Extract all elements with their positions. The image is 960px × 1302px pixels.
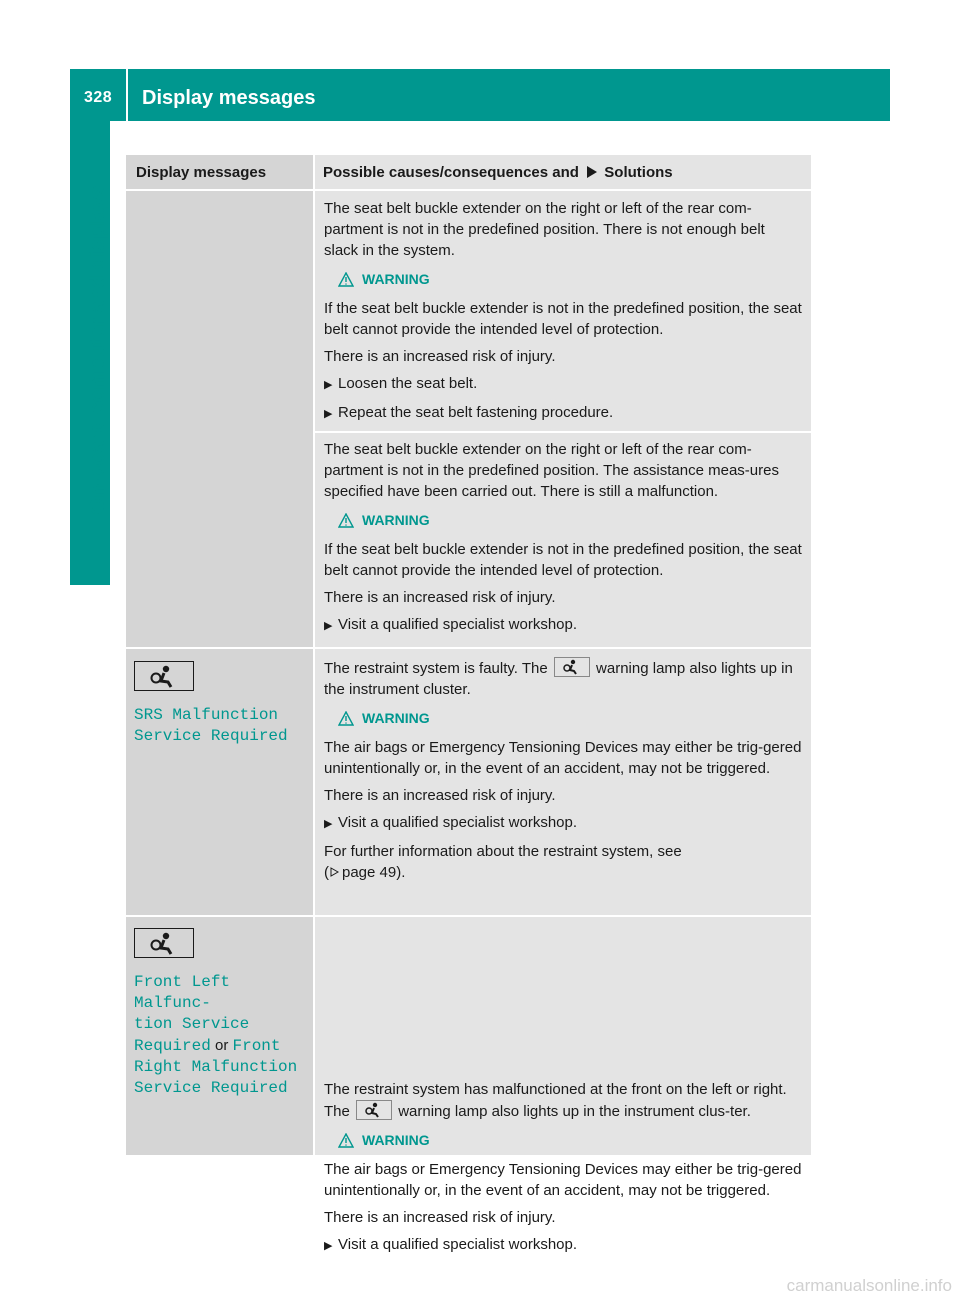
row2-text2: There is an increased risk of injury. bbox=[324, 589, 556, 606]
or-separator: or bbox=[214, 1037, 229, 1054]
header-separator bbox=[126, 189, 811, 191]
front-left-required: Required bbox=[134, 1037, 211, 1055]
step-arrow-icon: ▶ bbox=[324, 620, 333, 632]
step-arrow-icon: ▶ bbox=[324, 818, 333, 830]
row4-step1-text: Visit a qualified specialist workshop. bbox=[338, 1236, 578, 1253]
warning-triangle-icon bbox=[338, 513, 354, 528]
row3-warning-label: WARNING bbox=[362, 710, 430, 726]
row3-step1 bbox=[324, 812, 803, 835]
warning-triangle-icon bbox=[338, 272, 354, 287]
page-header bbox=[70, 69, 890, 121]
header-title: Display messages bbox=[142, 87, 316, 109]
row4-message bbox=[126, 918, 313, 1099]
row2-warning-label: WARNING bbox=[362, 512, 430, 528]
row4-text1: The air bags or Emergency Tensioning Devices may either be trig-gered unintentionally or, in the event of an accident, may not be triggered. bbox=[324, 1161, 802, 1199]
row4-warning bbox=[338, 1130, 803, 1151]
row1-step2 bbox=[324, 402, 803, 425]
airbag-warning-lamp-icon bbox=[134, 928, 194, 958]
step-arrow-icon: ▶ bbox=[324, 1240, 333, 1252]
row3-intro bbox=[324, 657, 803, 700]
row3-warning bbox=[338, 708, 803, 729]
row3-text2: There is an increased risk of injury. bbox=[324, 787, 556, 804]
row2-content bbox=[315, 439, 811, 643]
row4-intro bbox=[324, 1079, 803, 1122]
row4-text2: There is an increased risk of injury. bbox=[324, 1209, 556, 1226]
row-separator bbox=[126, 647, 811, 649]
front-right-line1: Front bbox=[232, 1037, 281, 1055]
front-left-line1: Front Left Malfunc- bbox=[134, 973, 231, 1012]
row1-step2-text: Repeat the seat belt fastening procedure. bbox=[338, 404, 614, 421]
row3-text3-main: For further information about the restraint system, see bbox=[324, 843, 682, 860]
row-separator bbox=[315, 431, 811, 433]
warning-triangle-icon bbox=[338, 711, 354, 726]
row1-text2: There is an increased risk of injury. bbox=[324, 348, 556, 365]
row1-content bbox=[315, 198, 811, 431]
row3-step1-text: Visit a qualified specialist workshop. bbox=[338, 814, 578, 831]
row4-step1 bbox=[324, 1234, 803, 1257]
col-header-prefix: Possible causes/consequences and bbox=[323, 164, 579, 181]
row3-page-ref: page 49). bbox=[342, 864, 406, 881]
col-header-display-messages: Display messages bbox=[126, 155, 313, 189]
header-divider bbox=[126, 69, 128, 121]
airbag-lamp-inline-icon bbox=[356, 1100, 392, 1120]
row3-intro-a: The restraint system is faulty. The bbox=[324, 660, 548, 677]
row2-warning bbox=[338, 510, 803, 531]
row1-warning bbox=[338, 269, 803, 290]
row3-message bbox=[126, 651, 313, 747]
row3-text1: The air bags or Emergency Tensioning Devices may either be trig-gered unintentionally or, in the event of an accident, may not be triggered. bbox=[324, 739, 802, 777]
row4-content bbox=[315, 1079, 811, 1263]
row3-intro-b: warning lamp also lights up in the instrument cluster. bbox=[324, 660, 793, 698]
step-arrow-icon: ▶ bbox=[324, 408, 333, 420]
airbag-lamp-inline-icon bbox=[554, 657, 590, 677]
row2-text1: If the seat belt buckle extender is not in the predefined position, the seat belt cannot provide the intended level of protection. bbox=[324, 541, 802, 579]
page-number: 328 bbox=[84, 89, 113, 106]
front-right-line2: Right Malfunction bbox=[134, 1058, 298, 1076]
watermark: carmanualsonline.info bbox=[786, 1276, 952, 1295]
row1-step1-text: Loosen the seat belt. bbox=[338, 375, 478, 392]
row3-content bbox=[315, 657, 811, 889]
row4-intro-b: warning lamp also lights up in the instrument clus-ter. bbox=[398, 1103, 751, 1120]
side-label: On-board computer and displays bbox=[86, 185, 109, 515]
col-header-suffix: Solutions bbox=[604, 164, 673, 181]
row4-intro-a: The restraint system has malfunctioned at the front on the left or right. The bbox=[324, 1081, 787, 1120]
row1-intro: The seat belt buckle extender on the right or left of the rear com-partment is not in the predefined position. There is not enough belt slack in the system. bbox=[324, 200, 765, 259]
row2-step1 bbox=[324, 614, 803, 637]
step-arrow-icon: ▶ bbox=[324, 379, 333, 391]
ref-bracket: ( bbox=[324, 864, 329, 881]
row4-warning-label: WARNING bbox=[362, 1132, 430, 1148]
play-arrow-icon bbox=[586, 166, 597, 178]
page-ref-triangle-icon bbox=[330, 867, 339, 877]
front-left-line3 bbox=[134, 1035, 313, 1057]
row-separator bbox=[126, 915, 811, 917]
front-left-line2: tion Service bbox=[134, 1015, 250, 1033]
row2-intro: The seat belt buckle extender on the right or left of the rear com-partment is not in the predefined position. The assistance meas-ures specified have been carried out. There is still a malfunction. bbox=[324, 441, 779, 500]
srs-malfunction-line2: Service Required bbox=[134, 727, 288, 745]
front-right-line3: Service Required bbox=[134, 1079, 288, 1097]
row1-step1 bbox=[324, 373, 803, 396]
warning-triangle-icon bbox=[338, 1133, 354, 1148]
srs-malfunction-line1: SRS Malfunction bbox=[134, 706, 279, 724]
col-header-causes-solutions bbox=[315, 155, 811, 189]
row1-warning-label: WARNING bbox=[362, 271, 430, 287]
airbag-warning-lamp-icon bbox=[134, 661, 194, 691]
row1-text1: If the seat belt buckle extender is not in the predefined position, the seat belt cannot provide the intended level of protection. bbox=[324, 300, 802, 338]
row3-text3 bbox=[324, 841, 803, 883]
row2-step1-text: Visit a qualified specialist workshop. bbox=[338, 616, 578, 633]
